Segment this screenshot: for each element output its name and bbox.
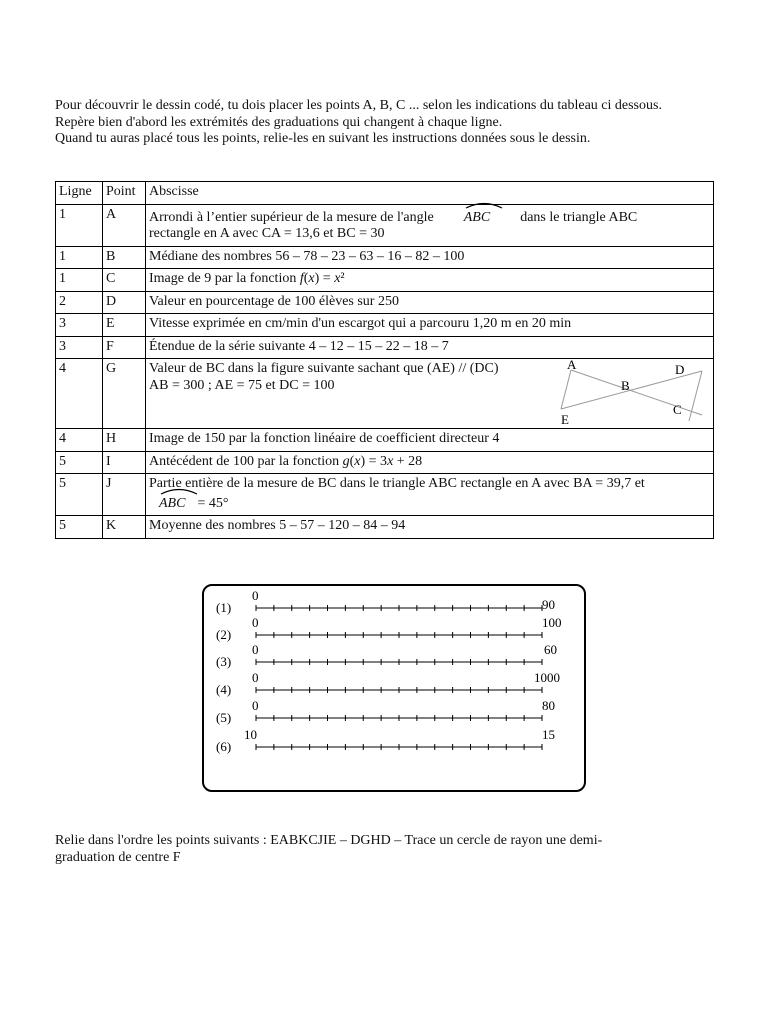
header-point: Point [103, 182, 146, 205]
math-var: x [354, 453, 361, 469]
thales-figure [550, 355, 710, 427]
table-row [56, 474, 714, 516]
math-op: = [319, 271, 335, 286]
angle-hat-icon [464, 201, 504, 209]
table-row [56, 246, 714, 269]
start-value: 0 [252, 615, 259, 630]
cell-text: Partie entière de la mesure de BC dans le triangle ABC rectangle en A avec BA = 39,7 et [149, 476, 645, 491]
number-lines [202, 584, 582, 790]
end-value: 60 [544, 642, 557, 657]
instructions [55, 98, 713, 148]
cell-point: J [103, 474, 146, 516]
cell-point: F [103, 336, 146, 359]
cell-abscisse: Médiane des nombres 56 – 78 – 23 – 63 – 16 – 82 – 100 [146, 246, 714, 269]
cell-point: K [103, 516, 146, 539]
angle-hat-icon [159, 487, 199, 495]
cell-ligne: 3 [56, 314, 103, 337]
line-label: (2) [216, 627, 232, 642]
segment-dc [689, 371, 702, 421]
cell-abscisse [146, 474, 714, 516]
cell-text: Image de 9 par la fonction [149, 271, 300, 286]
table-row [56, 314, 714, 337]
cell-abscisse: Image de 150 par la fonction linéaire de coefficient directeur 4 [146, 429, 714, 452]
end-value: 15 [542, 727, 555, 742]
end-value: 100 [542, 615, 562, 630]
cell-point: H [103, 429, 146, 452]
cell-ligne: 3 [56, 336, 103, 359]
cell-ligne: 1 [56, 204, 103, 246]
table-row [56, 516, 714, 539]
math-var: x [387, 453, 394, 469]
start-value: 0 [252, 642, 259, 657]
math-op: = 3 [365, 453, 388, 469]
line-label: (5) [216, 710, 232, 725]
math-var: f [299, 271, 304, 286]
cell-ligne: 5 [56, 474, 103, 516]
cell-text: dans le triangle ABC [520, 209, 638, 225]
cell-text: AB = 300 ; AE = 75 et DC = 100 [149, 377, 335, 393]
label-d: D [675, 362, 685, 377]
cell-ligne: 1 [56, 246, 103, 269]
instruction-line: graduation de centre F [55, 849, 181, 865]
header-ligne: Ligne [56, 182, 103, 205]
math-var: x [334, 271, 341, 286]
label-e: E [561, 412, 569, 427]
math-var: x [308, 271, 315, 286]
label-b: B [621, 378, 630, 393]
start-value: 10 [244, 727, 257, 742]
table-row [56, 269, 714, 292]
math-exp: ² [340, 271, 345, 286]
line-label: (6) [216, 739, 232, 754]
cell-point: D [103, 291, 146, 314]
cell-abscisse [146, 359, 714, 429]
cell-text: rectangle en A avec CA = 13,6 et BC = 30 [149, 226, 385, 241]
cell-abscisse: Étendue de la série suivante 4 – 12 – 15 – 22 – 18 – 7 [146, 336, 714, 359]
end-value: 80 [542, 698, 555, 713]
cell-point: G [103, 359, 146, 429]
cell-ligne: 4 [56, 429, 103, 452]
cell-abscisse [146, 204, 714, 246]
cell-ligne: 5 [56, 451, 103, 474]
final-instructions [55, 833, 715, 866]
cell-point: A [103, 204, 146, 246]
table-row [56, 291, 714, 314]
table-row [56, 451, 714, 474]
cell-abscisse: Image de 9 par la fonction f(x) = x² [146, 269, 714, 292]
cell-ligne: 5 [56, 516, 103, 539]
end-value: 90 [542, 597, 555, 612]
cell-abscisse: Vitesse exprimée en cm/min d'un escargot qui a parcouru 1,20 m en 20 min [146, 314, 714, 337]
angle-notation [464, 207, 490, 227]
cell-point: B [103, 246, 146, 269]
start-value: 0 [252, 588, 259, 603]
math-var: g [342, 453, 350, 469]
line-label: (3) [216, 654, 232, 669]
start-value: 0 [252, 670, 259, 685]
cell-abscisse: Valeur en pourcentage de 100 élèves sur 250 [146, 291, 714, 314]
line-label: (4) [216, 682, 232, 697]
math-op: + 28 [393, 453, 423, 469]
cell-abscisse: Moyenne des nombres 5 – 57 – 120 – 84 – 94 [146, 516, 714, 539]
label-a: A [567, 357, 577, 372]
instruction-line: Relie dans l'ordre les points suivants : EABKCJIE – DGHD – Trace un cercle de rayon une demi- [55, 833, 603, 848]
cell-text-block [149, 361, 549, 394]
header-abscisse: Abscisse [146, 182, 714, 205]
start-value: 0 [252, 698, 259, 713]
instruction-line: Pour découvrir le dessin codé, tu dois placer les points A, B, C ... selon les indications du tableau ci dessous. [55, 98, 662, 113]
angle-notation [159, 493, 185, 513]
end-value: 1000 [534, 670, 560, 685]
cell-ligne: 1 [56, 269, 103, 292]
cell-text: = 45° [197, 495, 229, 511]
instruction-line: Quand tu auras placé tous les points, relie-les en suivant les instructions données sous le dessin. [55, 131, 591, 146]
cell-ligne: 4 [56, 359, 103, 429]
angle-label: ABC [463, 209, 491, 225]
table-row [56, 204, 714, 246]
cell-ligne: 2 [56, 291, 103, 314]
cell-abscisse: Antécédent de 100 par la fonction g(x) = 3x + 28 [146, 451, 714, 474]
cell-point: C [103, 269, 146, 292]
cell-point: I [103, 451, 146, 474]
line-label: (1) [216, 600, 232, 615]
cell-text: Valeur de BC dans la figure suivante sachant que (AE) // (DC) [149, 361, 499, 376]
cell-text: Arrondi à l’entier supérieur de la mesure de l'angle [149, 209, 434, 225]
table-row [56, 429, 714, 452]
segment-ae [561, 370, 571, 409]
label-c: C [673, 402, 682, 417]
cell-point: E [103, 314, 146, 337]
table-header-row [56, 182, 714, 205]
instruction-line: Repère bien d'abord les extrémités des graduations qui changent à chaque ligne. [55, 114, 503, 130]
angle-label: ABC [159, 495, 186, 511]
cell-text: Antécédent de 100 par la fonction [149, 453, 343, 469]
points-table [55, 181, 714, 539]
table-row [56, 359, 714, 429]
